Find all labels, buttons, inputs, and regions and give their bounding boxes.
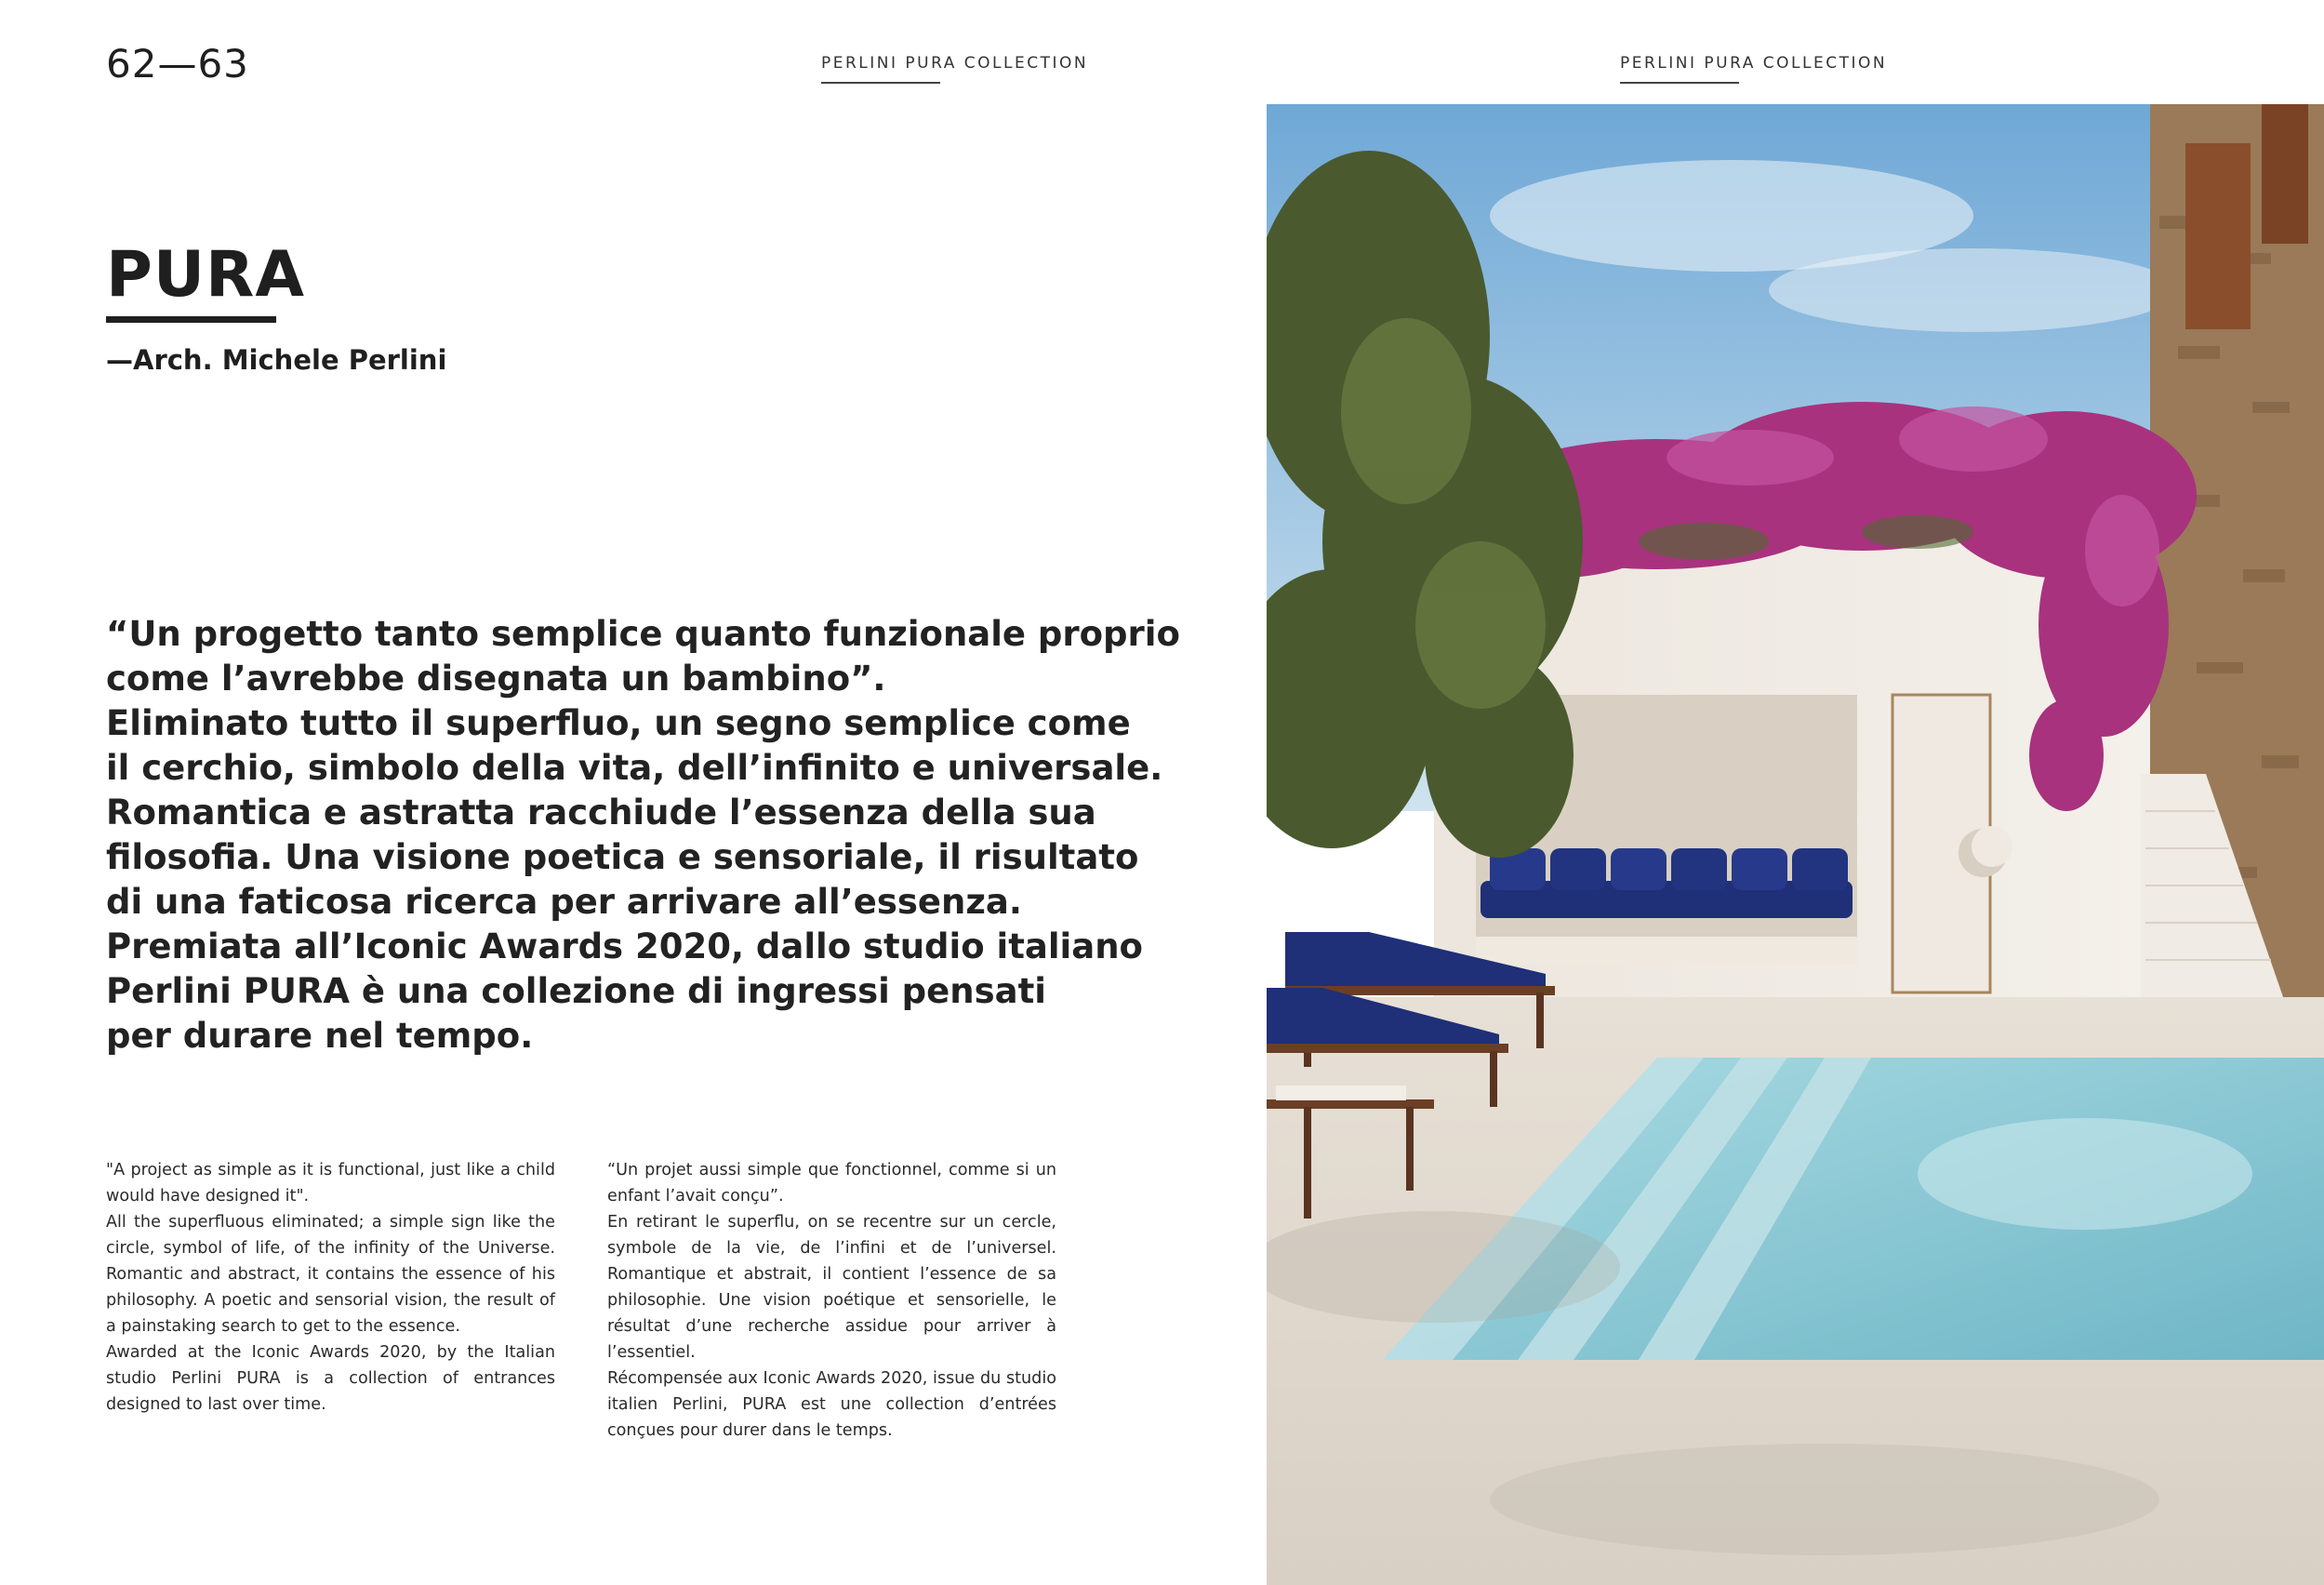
lead-line: Eliminato tutto il superfluo, un segno semplice come	[106, 703, 1131, 743]
lead-line: Romantica e astratta racchiude l’essenza della sua	[106, 792, 1096, 832]
french-paragraph: Récompensée aux Iconic Awards 2020, issue du studio italien Perlini, PURA est une collection d’entrées conçues pour durer dans le temps.	[607, 1369, 1056, 1440]
lead-line: per durare nel tempo.	[106, 1016, 534, 1056]
lead-line: filosofia. Una visione poetica e sensoriale, il risultato	[106, 837, 1139, 877]
lead-line: come l’avrebbe disegnata un bambino”.	[106, 659, 886, 699]
lead-line: “Un progetto tanto semplice quanto funzionale proprio	[106, 614, 1180, 654]
lead-line: il cerchio, simbolo della vita, dell’infinito e universale.	[106, 748, 1163, 788]
collection-title: PURA	[106, 238, 306, 312]
english-paragraph: All the superfluous eliminated; a simple sign like the circle, symbol of life, of the infinity of the Universe. Romantic and abstract, it contains the essence of his philosophy. A poetic and sensorial vision, the result of a painstaking search to get to the essence.	[106, 1213, 555, 1336]
english-text-column	[106, 1157, 555, 1418]
architect-credit: —Arch. Michele Perlini	[106, 344, 447, 376]
page-number: 62—63	[106, 41, 249, 87]
french-paragraph: En retirant le superflu, on se recentre sur un cercle, symbole de la vie, de l’infini et de l’universel. Romantique et abstrait, il contient l’essence de sa philosophie. Une vision poétique et sensorielle, le résultat d’une recherche assidue pour arriver à l’essentiel.	[607, 1213, 1056, 1362]
english-paragraph: Awarded at the Iconic Awards 2020, by the Italian studio Perlini PURA is a collection of entrances designed to last over time.	[106, 1343, 555, 1414]
french-text-column	[607, 1157, 1056, 1444]
title-underline	[106, 316, 276, 323]
running-head-left	[821, 54, 1088, 84]
lead-line: Premiata all’Iconic Awards 2020, dallo studio italiano	[106, 926, 1143, 966]
lead-line: di una faticosa ricerca per arrivare all’essenza.	[106, 882, 1022, 922]
french-paragraph: “Un projet aussi simple que fonctionnel, comme si un enfant l’avait conçu”.	[607, 1161, 1056, 1205]
running-head-right-label: PERLINI PURA COLLECTION	[1620, 54, 1888, 73]
running-head-right-underline	[1620, 82, 1739, 84]
italian-lead-text	[106, 612, 1180, 1059]
courtyard-pool-photo	[1267, 104, 2324, 1585]
running-head-left-label: PERLINI PURA COLLECTION	[821, 54, 1089, 73]
wooden-shutter	[2185, 143, 2251, 329]
lead-line: Perlini PURA è una collezione di ingressi pensati	[106, 971, 1046, 1011]
running-head-right	[1620, 54, 1887, 84]
running-head-left-underline	[821, 82, 940, 84]
english-paragraph: "A project as simple as it is functional, just like a child would have designed it".	[106, 1161, 555, 1205]
